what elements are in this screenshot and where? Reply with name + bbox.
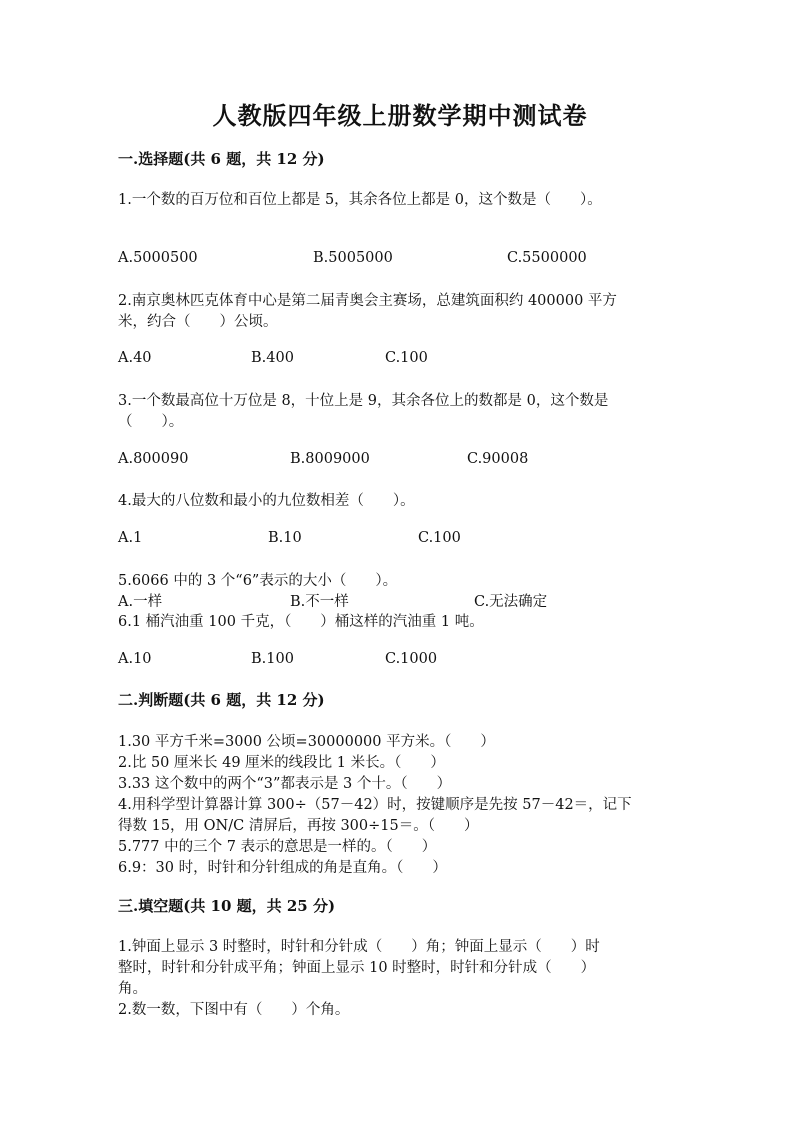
choice-4-option-c: C.100	[418, 530, 461, 546]
choice-3-option-a: A.800090	[118, 451, 189, 467]
choice-5-option-a: A.一样	[118, 594, 163, 610]
fill-question-1-line-2: 整时，时针和分针成平角；钟面上显示 10 时整时，时针和分针成（ ）	[118, 960, 596, 976]
fill-question-1-line-1: 1.钟面上显示 3 时整时，时针和分针成（ ）角；钟面上显示（ ）时	[118, 939, 600, 955]
choice-2-option-a: A.40	[118, 350, 152, 366]
judge-question-4-line-2: 得数 15，用 ON/C 清屏后，再按 300÷15＝。（ ）	[118, 818, 479, 834]
judge-question-6: 6.9：30 时，时针和分针组成的角是直角。（ ）	[118, 860, 447, 876]
fill-question-2: 2.数一数，下图中有（ ）个角。	[118, 1002, 350, 1018]
choice-5-option-c: C.无法确定	[474, 594, 548, 610]
choice-2-option-c: C.100	[385, 350, 428, 366]
choice-1-option-a: A.5000500	[118, 250, 198, 266]
choice-question-3-line-1: 3.一个数最高位十万位是 8，十位上是 9，其余各位上的数都是 0，这个数是	[118, 393, 609, 409]
choice-4-option-b: B.10	[268, 530, 302, 546]
choice-1-option-b: B.5005000	[313, 250, 393, 266]
choice-question-4: 4.最大的八位数和最小的九位数相差（ ）。	[118, 493, 415, 509]
choice-6-option-c: C.1000	[385, 651, 438, 667]
choice-question-5: 5.6066 中的 3 个“6”表示的大小（ ）。	[118, 573, 398, 589]
judge-question-3: 3.33 这个数中的两个“3”都表示是 3 个十。（ ）	[118, 776, 452, 792]
judge-question-2: 2.比 50 厘米长 49 厘米的线段比 1 米长。（ ）	[118, 755, 445, 771]
choice-6-option-a: A.10	[118, 651, 152, 667]
section-heading-choice: 一.选择题(共 6 题，共 12 分)	[118, 150, 325, 168]
choice-3-option-c: C.90008	[467, 451, 529, 467]
page-title: 人教版四年级上册数学期中测试卷	[212, 101, 588, 130]
choice-question-2-line-1: 2.南京奥林匹克体育中心是第二届青奥会主赛场，总建筑面积约 400000 平方	[118, 293, 617, 309]
choice-question-1: 1.一个数的百万位和百位上都是 5，其余各位上都是 0，这个数是（ ）。	[118, 192, 602, 208]
choice-1-option-c: C.5500000	[507, 250, 587, 266]
judge-question-5: 5.777 中的三个 7 表示的意思是一样的。（ ）	[118, 839, 437, 855]
choice-6-option-b: B.100	[251, 651, 294, 667]
choice-2-option-b: B.400	[251, 350, 294, 366]
section-heading-fill: 三.填空题(共 10 题，共 25 分)	[118, 897, 336, 915]
choice-3-option-b: B.8009000	[290, 451, 370, 467]
choice-question-6: 6.1 桶汽油重 100 千克，（ ）桶这样的汽油重 1 吨。	[118, 614, 484, 630]
choice-4-option-a: A.1	[118, 530, 143, 546]
judge-question-4-line-1: 4.用科学型计算器计算 300÷（57－42）时，按键顺序是先按 57－42＝，记下	[118, 797, 632, 813]
fill-question-1-line-3: 角。	[118, 981, 147, 997]
choice-question-2-line-2: 米，约合（ ）公顷。	[118, 314, 278, 330]
choice-question-3-line-2: （ ）。	[118, 414, 184, 430]
section-heading-judge: 二.判断题(共 6 题，共 12 分)	[118, 691, 325, 709]
choice-5-option-b: B.不一样	[290, 594, 349, 610]
judge-question-1: 1.30 平方千米=3000 公顷=30000000 平方米。（ ）	[118, 734, 495, 750]
